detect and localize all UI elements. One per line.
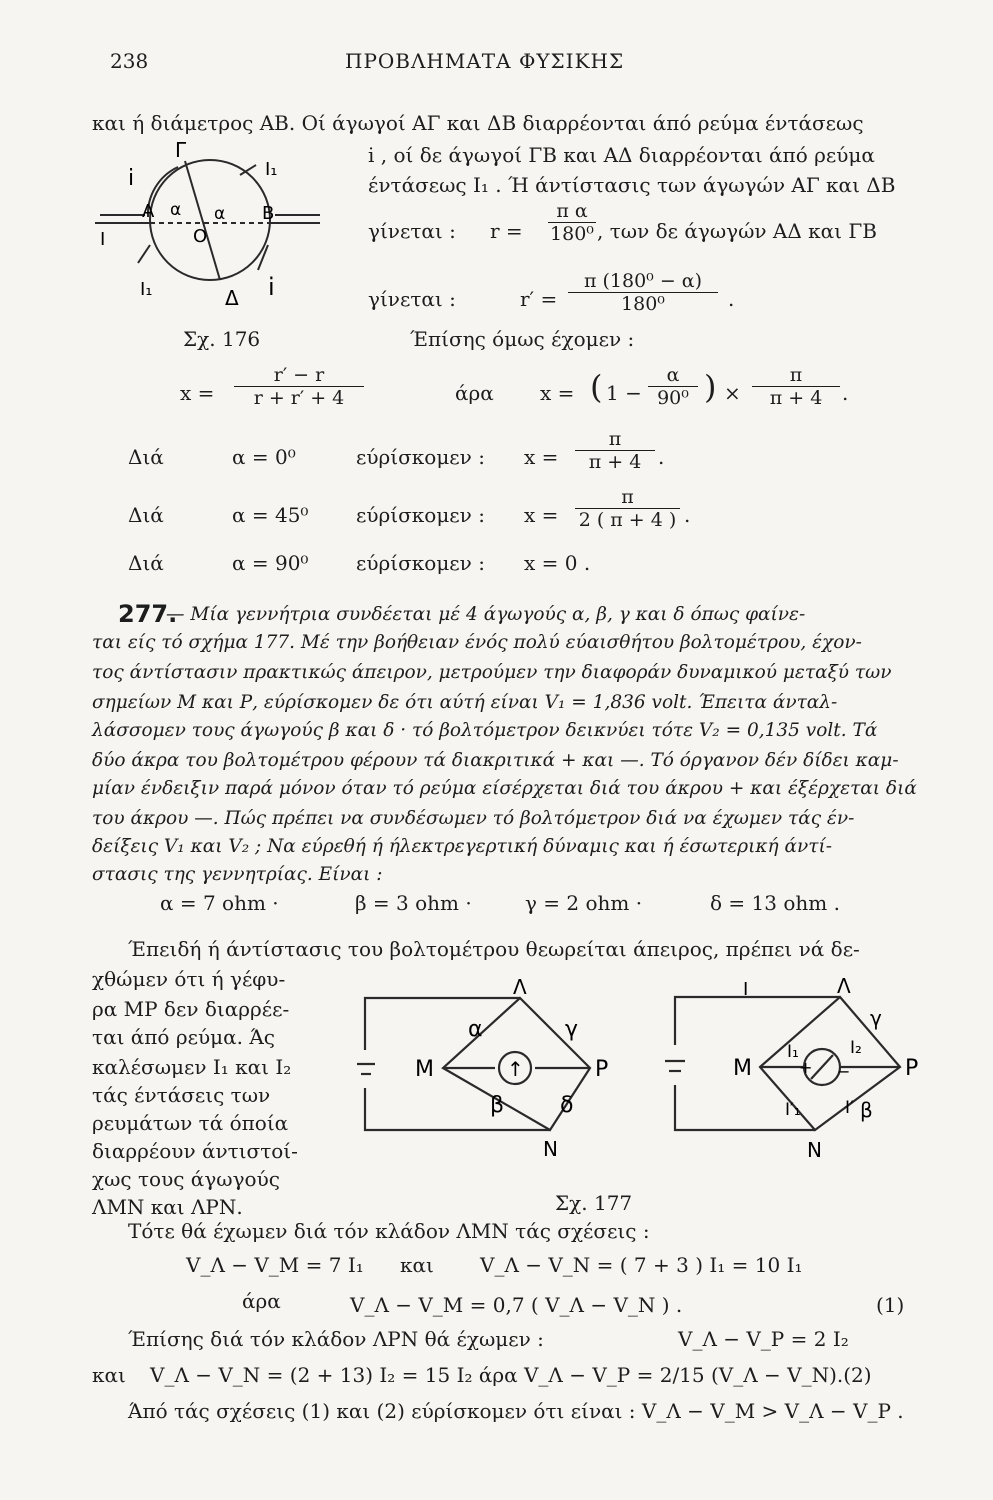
operator: × — [724, 381, 741, 405]
equation: V_Λ − V_P = 2 I₂ — [678, 1327, 849, 1351]
label-I: I — [100, 229, 106, 250]
paren: ) — [704, 368, 717, 406]
punct: . — [684, 503, 691, 527]
node-M: M — [733, 1056, 752, 1081]
branch-gamma: γ — [870, 1006, 882, 1030]
text-line: ρευμάτων τά όποία — [92, 1111, 289, 1135]
text-line: Άπό τάς σχέσεις (1) και (2) εύρίσκομεν ότι είναι : V_Λ − V_M > V_Λ − V_P . — [128, 1399, 904, 1423]
problem-line: στασις της γεννητρίας. Είναι : — [92, 864, 383, 885]
text-line: Έπίσης διά τόν κλάδον ΛΡΝ θά έχωμεν : — [128, 1327, 544, 1351]
denominator: 90⁰ — [657, 387, 689, 409]
equation: V_Λ − V_N = (2 + 13) I₂ = 15 I₂ άρα V_Λ − V_P = 2/15 (V_Λ − V_N).(2) — [150, 1363, 872, 1387]
formula-part: 1 − — [606, 381, 642, 405]
text-line: διαρρέουν άντιστοί- — [92, 1139, 298, 1163]
problem-line: ται είς τό σχήμα 177. Μέ την βοήθειαν ένός πολύ εύαισθήτου βολτομέτρου, έχον- — [92, 632, 862, 653]
numerator: α — [648, 364, 698, 387]
equation-tag: (1) — [876, 1293, 905, 1317]
text-line: καλέσωμεν I₁ και I₂ — [92, 1055, 292, 1079]
figure-177-left — [355, 975, 630, 1185]
value-alpha: α = 7 ohm · — [160, 891, 279, 915]
node-N: N — [807, 1138, 822, 1162]
text-line: έντάσεως I₁ . Ή άντίστασις των άγωγών ΑΓ και ΔΒ — [368, 173, 896, 197]
case-dia: Διά — [128, 503, 164, 527]
case-verb: εύρίσκομεν : — [356, 445, 485, 469]
formula-lhs: x = — [180, 381, 215, 405]
fraction-case — [575, 486, 680, 531]
text-line: i , οί δε άγωγοί ΓΒ και ΑΔ διαρρέονται άπό ρεύμα — [368, 143, 875, 167]
punct: . — [842, 381, 849, 405]
branch-alpha: α — [468, 1017, 483, 1042]
denominator: 180⁰ — [621, 293, 665, 315]
label-I1: I₁ — [787, 1042, 799, 1062]
label-I1: I₁ — [140, 279, 153, 300]
formula-lhs: x = — [524, 445, 559, 469]
label-delta: Δ — [225, 286, 239, 310]
punct: . — [728, 287, 735, 311]
branch-gamma: γ — [565, 1017, 579, 1042]
denominator: 180⁰ — [550, 223, 594, 245]
numerator: π — [752, 364, 840, 387]
text-line: ΛΜΝ και ΛΡΝ. — [92, 1195, 243, 1219]
node-L: Λ — [513, 975, 527, 999]
numerator: π (180⁰ − α) — [568, 270, 718, 293]
fraction-r — [548, 200, 596, 245]
case-verb: εύρίσκομεν : — [356, 503, 485, 527]
label-O: O — [193, 226, 208, 247]
figure-caption-176: Σχ. 176 — [183, 327, 261, 351]
text-line: ρα ΜΡ δεν διαρρέε- — [92, 997, 290, 1021]
label-I2: I₂ — [850, 1038, 862, 1058]
fraction-alpha — [648, 364, 698, 409]
problem-line: τος άντίστασιν πρακτικώς άπειρον, μετρούμεν την διαφοράν δυναμικού μεταξύ των — [92, 662, 892, 683]
denominator: 2 ( π + 4 ) — [578, 509, 677, 531]
label-alpha: α — [214, 204, 226, 224]
problem-line: σημείων Μ και Ρ, εύρίσκομεν δε ότι αύτή είναι V₁ = 1,836 volt. Έπειτα άνταλ- — [92, 692, 838, 713]
equation: V_Λ − V_M = 7 I₁ — [186, 1253, 364, 1277]
value-gamma: γ = 2 ohm · — [525, 891, 643, 915]
node-P: P — [905, 1056, 919, 1081]
problem-number: 277. — [118, 600, 178, 628]
case-verb: εύρίσκομεν : — [356, 551, 485, 575]
text-word: και — [92, 1363, 126, 1387]
numerator: π α — [548, 200, 596, 223]
value-delta: δ = 13 ohm . — [710, 891, 840, 915]
figure-caption-177: Σχ. 177 — [555, 1191, 633, 1215]
numerator: π — [575, 428, 655, 451]
label-alpha: α — [170, 200, 182, 220]
label-gamma: Γ — [175, 138, 187, 162]
case-cond: α = 45⁰ — [232, 503, 309, 527]
text-line: γίνεται : — [368, 219, 456, 243]
case-dia: Διά — [128, 445, 164, 469]
denominator: π + 4 — [588, 451, 642, 473]
case-cond: α = 90⁰ — [232, 551, 309, 575]
case-value: x = 0 . — [524, 551, 591, 575]
formula-lhs: r = — [490, 219, 523, 243]
branch-beta: β — [860, 1098, 873, 1122]
problem-line: του άκρου —. Πώς πρέπει να συνδέσωμεν τό βολτόμετρον διά να έχωμεν τάς έν- — [92, 808, 855, 829]
branch-delta: δ — [560, 1093, 574, 1118]
text-line: γίνεται : — [368, 287, 456, 311]
text-line: Τότε θά έχωμεν διά τόν κλάδον ΛΜΝ τάς σχέσεις : — [128, 1219, 650, 1243]
label-B: Β — [262, 203, 275, 224]
branch-beta: β — [490, 1093, 505, 1118]
problem-line: δείξεις V₁ και V₂ ; Να εύρεθή ή ήλεκτρεγερτική δύναμις και ή έσωτερική άντί- — [92, 836, 832, 857]
figure-176 — [90, 138, 340, 320]
text-word: άρα — [242, 1289, 281, 1313]
formula-lhs: x = — [524, 503, 559, 527]
fraction-x — [234, 364, 364, 409]
text-word: άρα — [455, 381, 494, 405]
punct: . — [658, 445, 665, 469]
label-A: Α — [142, 201, 155, 222]
label-I-prime: I′ — [845, 1098, 854, 1118]
label-I: I — [743, 979, 749, 1000]
text-line: Έπίσης όμως έχομεν : — [410, 327, 635, 351]
denominator: π + 4 — [769, 387, 823, 409]
label-i: i — [268, 273, 275, 301]
label-I1-prime: I′₁ — [785, 1100, 801, 1120]
problem-line: μίαν ένδειξιν παρά μόνον όταν τό ρεύμα είσέρχεται διά του άκρου + και έξέρχεται διά — [92, 778, 917, 799]
running-title: ΠΡΟΒΛΗΜΑΤΑ ΦΥΣΙΚΗΣ — [345, 49, 625, 73]
problem-line: — Μία γεννήτρια συνδέεται μέ 4 άγωγούς α, β, γ και δ όπως φαίνε- — [166, 604, 806, 625]
text-line: Έπειδή ή άντίστασις του βολτομέτρου θεωρείται άπειρος, πρέπει νά δε- — [128, 937, 860, 961]
node-N: N — [543, 1137, 558, 1161]
text-line: και ή διάμετρος ΑΒ. Οί άγωγοί ΑΓ και ΔΒ διαρρέονται άπό ρεύμα έντάσεως — [92, 111, 864, 135]
label-i: i — [128, 166, 135, 191]
node-M: M — [415, 1057, 434, 1082]
formula-lhs: r′ = — [520, 287, 558, 311]
node-L: Λ — [837, 974, 851, 998]
equation: V_Λ − V_M = 0,7 ( V_Λ − V_N ) . — [350, 1293, 683, 1317]
fraction-pi — [752, 364, 840, 409]
voltmeter-arrow-icon: ↑ — [507, 1057, 524, 1081]
label-I1: I₁ — [265, 159, 278, 180]
problem-line: δύο άκρα του βολτομέτρου φέρουν τά διακριτικά + και —. Τό όργανον δέν δίδει καμ- — [92, 750, 899, 771]
figure-177-right — [655, 975, 925, 1175]
terminal-minus: − — [837, 1062, 851, 1081]
fraction-rprime — [568, 270, 718, 315]
text-line: χως τους άγωγούς — [92, 1167, 280, 1191]
case-dia: Διά — [128, 551, 164, 575]
text-word: και — [400, 1253, 434, 1277]
paren: ( — [590, 368, 603, 406]
fraction-case — [575, 428, 655, 473]
terminal-plus: + — [799, 1058, 813, 1077]
text-line: ται άπό ρεύμα. Άς — [92, 1025, 275, 1049]
value-beta: β = 3 ohm · — [355, 891, 472, 915]
problem-line: λάσσομεν τους άγωγούς β και δ · τό βολτόμετρον δεικνύει τότε V₂ = 0,135 volt. Τά — [92, 720, 878, 741]
denominator: r + r′ + 4 — [253, 387, 345, 409]
page-number: 238 — [110, 49, 149, 73]
equation: V_Λ − V_N = ( 7 + 3 ) I₁ = 10 I₁ — [480, 1253, 803, 1277]
node-P: P — [595, 1057, 609, 1082]
numerator: π — [575, 486, 680, 509]
text-line: τάς έντάσεις των — [92, 1083, 271, 1107]
text-line: , των δε άγωγών ΑΔ και ΓΒ — [597, 219, 877, 243]
text-line: χθώμεν ότι ή γέφυ- — [92, 967, 286, 991]
numerator: r′ − r — [234, 364, 364, 387]
case-cond: α = 0⁰ — [232, 445, 296, 469]
formula-lhs: x = — [540, 381, 575, 405]
